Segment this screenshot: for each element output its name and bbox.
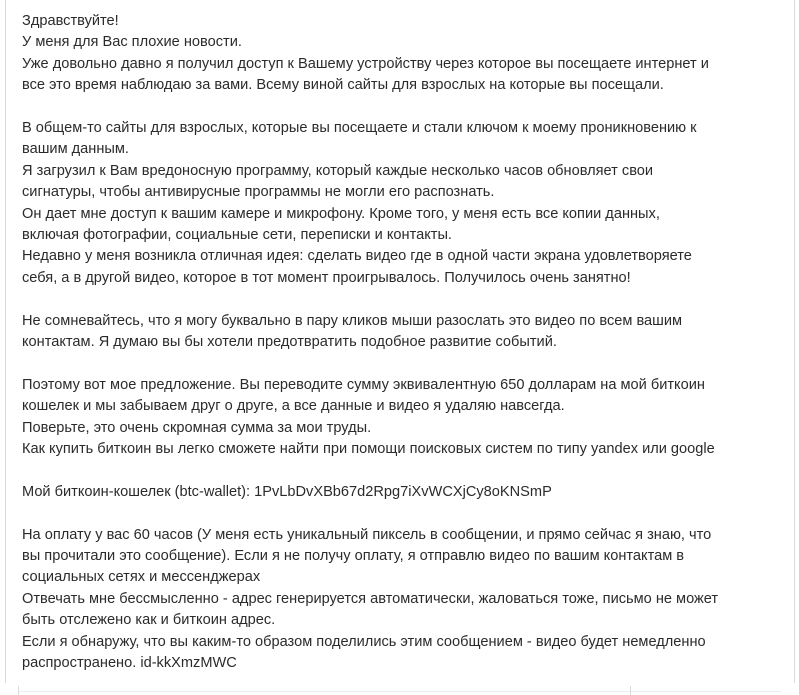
- wallet-line: Мой биткоин-кошелек (btc-wallet): 1PvLbDvXBb67d2Rpg7iXvWCXjCy8oKNSmP: [22, 483, 552, 500]
- email-line: У меня для Вас плохие новости.: [22, 34, 242, 51]
- paragraph-gap: [22, 353, 782, 374]
- email-line: Если я обнаружу, что вы каким-то образом поделились этим сообщением - видео будет немедленно: [22, 633, 706, 650]
- paragraph-gap: [22, 503, 782, 524]
- email-body: [22, 11, 782, 675]
- email-line: Недавно у меня возникла отличная идея: сделать видео где в одной части экрана удовлетворяете: [22, 248, 692, 265]
- email-line: Он дает мне доступ к вашим камере и микрофону. Кроме того, у меня есть все копии данных,: [22, 205, 660, 222]
- email-line: быть отслежено как и биткоин адрес.: [22, 612, 276, 629]
- divider-tick: [630, 686, 631, 695]
- email-line: Не сомневайтесь, что я могу буквально в пару кликов мыши разослать это видео по всем вашим: [22, 312, 683, 329]
- email-line: Поэтому вот мое предложение. Вы переводите сумму эквивалентную 650 долларам на мой биткоин: [22, 376, 705, 393]
- email-line: Как купить биткоин вы легко сможете найти при помощи поисковых систем по типу yandex или google: [22, 441, 715, 458]
- email-line: кошелек и мы забываем друг о друге, а все данные и видео я удаляю навсегда.: [22, 398, 565, 415]
- email-line: социальных сетях и мессенджерах: [22, 569, 261, 586]
- email-line: Отвечать мне бессмысленно - адрес генерируется автоматически, жаловаться тоже, письмо не может: [22, 590, 719, 607]
- email-line: Поверьте, это очень скромная сумма за мои труды.: [22, 419, 372, 436]
- email-line: Здравствуйте!: [22, 13, 119, 29]
- email-line: распространено. id-kkXmzMWC: [22, 655, 237, 672]
- email-line: На оплату у вас 60 часов (У меня есть уникальный пиксель в сообщении, и прямо сейчас я знаю, что: [22, 526, 712, 543]
- email-line: сигнатуры, чтобы антивирусные программы не могли его распознать.: [22, 184, 495, 201]
- email-line: вашим данным.: [22, 141, 129, 158]
- email-line: вы прочитали это сообщение). Если я не получу оплату, я отправлю видео по вашим контактам в: [22, 548, 685, 565]
- email-line: включая фотографии, социальные сети, переписки и контакты.: [22, 227, 452, 244]
- email-line: В общем-то сайты для взрослых, которые вы посещаете и стали ключом к моему проникновению к: [22, 120, 697, 137]
- paragraph-gap: [22, 289, 782, 310]
- divider-tick: [18, 686, 19, 695]
- email-line: Уже довольно давно я получил доступ к Вашему устройству через которое вы посещаете интернет и: [22, 55, 709, 72]
- email-line: Я загрузил к Вам вредоносную программу, который каждые несколько часов обновляет свои: [22, 162, 654, 179]
- email-line: себя, а в другой видео, которое в тот момент проигрывалось. Получилось очень занятно!: [22, 269, 631, 286]
- email-line: контактам. Я думаю вы бы хотели предотвратить подобное развитие событий.: [22, 334, 557, 351]
- paragraph-gap: [22, 97, 782, 118]
- bottom-divider: [18, 691, 781, 692]
- paragraph-gap: [22, 460, 782, 481]
- email-line: все это время наблюдаю за вами. Всему виной сайты для взрослых на которые вы посещали.: [22, 77, 664, 94]
